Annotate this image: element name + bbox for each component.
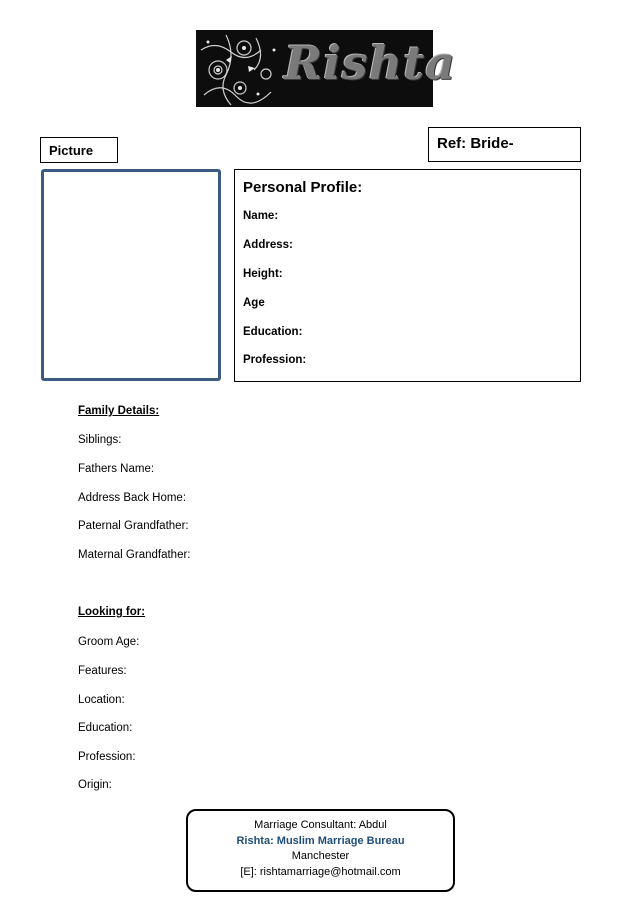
family-field-maternal-grandfather: Maternal Grandfather:: [78, 549, 191, 561]
family-details-title: Family Details:: [78, 405, 160, 417]
looking-field-features: Features:: [78, 665, 127, 677]
looking-field-profession: Profession:: [78, 751, 136, 763]
looking-for-title: Looking for:: [78, 606, 146, 618]
profile-field-name: Name:: [243, 210, 279, 222]
personal-profile-box: [234, 169, 581, 382]
picture-label: Picture: [40, 137, 118, 163]
rishta-logo: [196, 30, 457, 107]
footer-consultant: Marriage Consultant: Abdul: [254, 819, 387, 831]
profile-field-education: Education:: [243, 326, 303, 338]
logo-text: Rishta: [284, 36, 457, 90]
personal-profile-title: Personal Profile:: [243, 179, 363, 196]
picture-frame: [41, 169, 221, 381]
profile-field-age: Age: [243, 297, 265, 309]
family-field-address-back-home: Address Back Home:: [78, 492, 187, 504]
footer-contact-box: [186, 809, 455, 892]
family-field-fathers-name: Fathers Name:: [78, 463, 155, 475]
looking-field-groom-age: Groom Age:: [78, 636, 140, 648]
looking-field-location: Location:: [78, 694, 125, 706]
profile-field-address: Address:: [243, 239, 293, 251]
profile-field-profession: Profession:: [243, 354, 307, 366]
looking-field-origin: Origin:: [78, 779, 112, 791]
looking-field-education: Education:: [78, 722, 133, 734]
footer-bureau-name: Rishta: Muslim Marriage Bureau: [236, 834, 405, 847]
ref-box: Ref: Bride-: [428, 127, 581, 162]
footer-email: [E]: rishtamarriage@hotmail.com: [240, 865, 401, 878]
family-field-paternal-grandfather: Paternal Grandfather:: [78, 520, 189, 532]
profile-field-height: Height:: [243, 268, 283, 280]
footer-city: Manchester: [291, 850, 350, 862]
family-field-siblings: Siblings:: [78, 434, 122, 446]
